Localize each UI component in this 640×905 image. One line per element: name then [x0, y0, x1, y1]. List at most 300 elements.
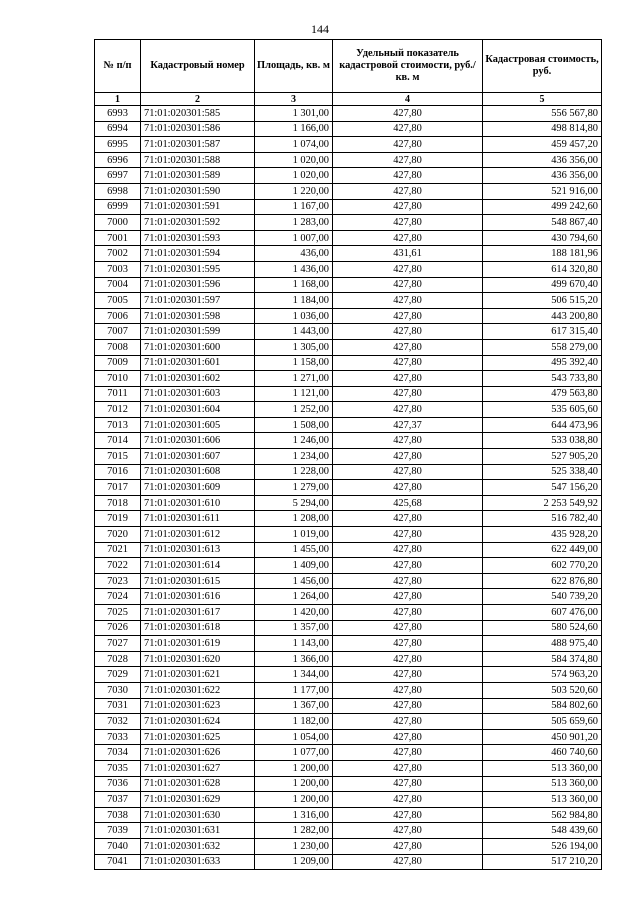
cadastral-number-cell: 71:01:020301:587 — [141, 137, 255, 153]
column-number: 4 — [333, 93, 483, 106]
cadastral-cost-cell: 436 356,00 — [483, 152, 602, 168]
cadastral-cost-cell: 574 963,20 — [483, 667, 602, 683]
area-cell: 1 279,00 — [255, 480, 333, 496]
unit-rate-cell: 427,80 — [333, 823, 483, 839]
table-row — [95, 417, 602, 433]
unit-rate-cell: 427,80 — [333, 698, 483, 714]
area-cell: 1 020,00 — [255, 152, 333, 168]
column-number: 2 — [141, 93, 255, 106]
table-header-row — [95, 40, 602, 93]
cadastral-cost-cell: 436 356,00 — [483, 168, 602, 184]
cadastre-table — [94, 39, 602, 870]
cadastral-cost-cell: 584 802,60 — [483, 698, 602, 714]
unit-rate-cell: 427,80 — [333, 168, 483, 184]
table-row — [95, 215, 602, 231]
unit-rate-cell: 427,80 — [333, 371, 483, 387]
unit-rate-cell: 427,80 — [333, 355, 483, 371]
unit-rate-cell: 427,80 — [333, 230, 483, 246]
unit-rate-cell: 431,61 — [333, 246, 483, 262]
row-number-cell: 7025 — [95, 605, 141, 621]
cadastral-number-cell: 71:01:020301:628 — [141, 776, 255, 792]
table-row — [95, 714, 602, 730]
cadastral-cost-cell: 450 901,20 — [483, 729, 602, 745]
cadastral-number-cell: 71:01:020301:624 — [141, 714, 255, 730]
unit-rate-cell: 427,80 — [333, 277, 483, 293]
unit-rate-cell: 427,80 — [333, 199, 483, 215]
unit-rate-cell: 427,80 — [333, 729, 483, 745]
area-cell: 1 167,00 — [255, 199, 333, 215]
unit-rate-cell: 427,80 — [333, 152, 483, 168]
cadastral-cost-cell: 543 733,80 — [483, 371, 602, 387]
cadastral-cost-cell: 506 515,20 — [483, 293, 602, 309]
table-row — [95, 838, 602, 854]
table-row — [95, 277, 602, 293]
unit-rate-cell: 427,80 — [333, 527, 483, 543]
row-number-cell: 7007 — [95, 324, 141, 340]
table-row — [95, 776, 602, 792]
area-cell: 1 168,00 — [255, 277, 333, 293]
table-row — [95, 152, 602, 168]
cadastral-number-cell: 71:01:020301:631 — [141, 823, 255, 839]
area-cell: 1 020,00 — [255, 168, 333, 184]
cadastral-number-cell: 71:01:020301:594 — [141, 246, 255, 262]
area-cell: 1 230,00 — [255, 838, 333, 854]
area-cell: 1 455,00 — [255, 542, 333, 558]
cadastral-number-cell: 71:01:020301:610 — [141, 495, 255, 511]
cadastral-number-cell: 71:01:020301:627 — [141, 760, 255, 776]
unit-rate-cell: 427,80 — [333, 261, 483, 277]
table-row — [95, 807, 602, 823]
area-cell: 1 508,00 — [255, 417, 333, 433]
unit-rate-cell: 427,80 — [333, 542, 483, 558]
table-row — [95, 324, 602, 340]
cadastral-cost-cell: 516 782,40 — [483, 511, 602, 527]
unit-rate-cell: 427,80 — [333, 106, 483, 122]
row-number-cell: 7035 — [95, 760, 141, 776]
cadastral-cost-cell: 513 360,00 — [483, 792, 602, 808]
row-number-cell: 7014 — [95, 433, 141, 449]
cadastral-number-cell: 71:01:020301:605 — [141, 417, 255, 433]
unit-rate-cell: 427,80 — [333, 464, 483, 480]
cadastral-number-cell: 71:01:020301:590 — [141, 183, 255, 199]
cadastral-number-cell: 71:01:020301:620 — [141, 651, 255, 667]
unit-rate-cell: 427,80 — [333, 620, 483, 636]
row-number-cell: 7029 — [95, 667, 141, 683]
area-cell: 1 246,00 — [255, 433, 333, 449]
row-number-cell: 7040 — [95, 838, 141, 854]
table-row — [95, 605, 602, 621]
table-row — [95, 542, 602, 558]
cadastral-number-cell: 71:01:020301:611 — [141, 511, 255, 527]
row-number-cell: 7037 — [95, 792, 141, 808]
column-numbers-row — [95, 93, 602, 106]
cadastral-number-cell: 71:01:020301:606 — [141, 433, 255, 449]
table-row — [95, 480, 602, 496]
table-row — [95, 449, 602, 465]
unit-rate-cell: 427,80 — [333, 449, 483, 465]
area-cell: 1 420,00 — [255, 605, 333, 621]
cadastral-number-cell: 71:01:020301:603 — [141, 386, 255, 402]
cadastral-cost-cell: 443 200,80 — [483, 308, 602, 324]
row-number-cell: 7019 — [95, 511, 141, 527]
header-cadastral-cost: Кадастровая стоимость, руб. — [483, 40, 602, 93]
area-cell: 1 200,00 — [255, 760, 333, 776]
cadastral-number-cell: 71:01:020301:633 — [141, 854, 255, 870]
table-row — [95, 589, 602, 605]
area-cell: 1 357,00 — [255, 620, 333, 636]
header-cadastral-number: Кадастровый номер — [141, 40, 255, 93]
cadastral-cost-cell: 479 563,80 — [483, 386, 602, 402]
unit-rate-cell: 427,80 — [333, 667, 483, 683]
unit-rate-cell: 427,80 — [333, 511, 483, 527]
cadastral-cost-cell: 540 739,20 — [483, 589, 602, 605]
cadastral-number-cell: 71:01:020301:614 — [141, 558, 255, 574]
row-number-cell: 7000 — [95, 215, 141, 231]
row-number-cell: 7015 — [95, 449, 141, 465]
row-number-cell: 7038 — [95, 807, 141, 823]
area-cell: 1 143,00 — [255, 636, 333, 652]
area-cell: 1 252,00 — [255, 402, 333, 418]
area-cell: 1 456,00 — [255, 573, 333, 589]
area-cell: 1 208,00 — [255, 511, 333, 527]
unit-rate-cell: 427,80 — [333, 324, 483, 340]
table-row — [95, 355, 602, 371]
cadastral-cost-cell: 607 476,00 — [483, 605, 602, 621]
area-cell: 1 228,00 — [255, 464, 333, 480]
unit-rate-cell: 427,80 — [333, 776, 483, 792]
page-number: 144 — [311, 22, 329, 36]
table-row — [95, 339, 602, 355]
cadastral-number-cell: 71:01:020301:600 — [141, 339, 255, 355]
row-number-cell: 7002 — [95, 246, 141, 262]
row-number-cell: 7016 — [95, 464, 141, 480]
cadastral-number-cell: 71:01:020301:630 — [141, 807, 255, 823]
row-number-cell: 7031 — [95, 698, 141, 714]
cadastral-number-cell: 71:01:020301:592 — [141, 215, 255, 231]
cadastral-cost-cell: 435 928,20 — [483, 527, 602, 543]
unit-rate-cell: 427,80 — [333, 838, 483, 854]
cadastral-cost-cell: 617 315,40 — [483, 324, 602, 340]
unit-rate-cell: 427,80 — [333, 636, 483, 652]
table-row — [95, 527, 602, 543]
area-cell: 1 177,00 — [255, 682, 333, 698]
unit-rate-cell: 427,37 — [333, 417, 483, 433]
area-cell: 1 184,00 — [255, 293, 333, 309]
table-row — [95, 745, 602, 761]
table-row — [95, 760, 602, 776]
cadastral-cost-cell: 547 156,20 — [483, 480, 602, 496]
column-number: 5 — [483, 93, 602, 106]
cadastral-number-cell: 71:01:020301:585 — [141, 106, 255, 122]
area-cell: 1 305,00 — [255, 339, 333, 355]
unit-rate-cell: 425,68 — [333, 495, 483, 511]
unit-rate-cell: 427,80 — [333, 714, 483, 730]
unit-rate-cell: 427,80 — [333, 682, 483, 698]
table-row — [95, 199, 602, 215]
row-number-cell: 7041 — [95, 854, 141, 870]
unit-rate-cell: 427,80 — [333, 792, 483, 808]
unit-rate-cell: 427,80 — [333, 308, 483, 324]
cadastral-number-cell: 71:01:020301:617 — [141, 605, 255, 621]
cadastral-number-cell: 71:01:020301:616 — [141, 589, 255, 605]
row-number-cell: 7012 — [95, 402, 141, 418]
area-cell: 1 282,00 — [255, 823, 333, 839]
row-number-cell: 7026 — [95, 620, 141, 636]
cadastral-number-cell: 71:01:020301:595 — [141, 261, 255, 277]
cadastral-number-cell: 71:01:020301:599 — [141, 324, 255, 340]
cadastral-number-cell: 71:01:020301:604 — [141, 402, 255, 418]
cadastral-number-cell: 71:01:020301:591 — [141, 199, 255, 215]
table-row — [95, 698, 602, 714]
area-cell: 1 409,00 — [255, 558, 333, 574]
cadastral-number-cell: 71:01:020301:607 — [141, 449, 255, 465]
unit-rate-cell: 427,80 — [333, 121, 483, 137]
area-cell: 1 200,00 — [255, 776, 333, 792]
unit-rate-cell: 427,80 — [333, 760, 483, 776]
cadastral-cost-cell: 495 392,40 — [483, 355, 602, 371]
area-cell: 436,00 — [255, 246, 333, 262]
table-row — [95, 371, 602, 387]
area-cell: 1 007,00 — [255, 230, 333, 246]
unit-rate-cell: 427,80 — [333, 573, 483, 589]
row-number-cell: 6997 — [95, 168, 141, 184]
area-cell: 1 316,00 — [255, 807, 333, 823]
row-number-cell: 7018 — [95, 495, 141, 511]
cadastral-cost-cell: 535 605,60 — [483, 402, 602, 418]
table-row — [95, 183, 602, 199]
table-row — [95, 636, 602, 652]
cadastral-number-cell: 71:01:020301:625 — [141, 729, 255, 745]
unit-rate-cell: 427,80 — [333, 651, 483, 667]
cadastral-cost-cell: 558 279,00 — [483, 339, 602, 355]
cadastral-number-cell: 71:01:020301:629 — [141, 792, 255, 808]
cadastral-number-cell: 71:01:020301:588 — [141, 152, 255, 168]
table-row — [95, 620, 602, 636]
table-row — [95, 433, 602, 449]
cadastral-number-cell: 71:01:020301:615 — [141, 573, 255, 589]
unit-rate-cell: 427,80 — [333, 183, 483, 199]
cadastral-number-cell: 71:01:020301:608 — [141, 464, 255, 480]
table-row — [95, 573, 602, 589]
row-number-cell: 7021 — [95, 542, 141, 558]
cadastral-cost-cell: 548 867,40 — [483, 215, 602, 231]
row-number-cell: 7001 — [95, 230, 141, 246]
unit-rate-cell: 427,80 — [333, 745, 483, 761]
area-cell: 1 209,00 — [255, 854, 333, 870]
table-row — [95, 121, 602, 137]
area-cell: 1 220,00 — [255, 183, 333, 199]
row-number-cell: 7028 — [95, 651, 141, 667]
cadastral-cost-cell: 614 320,80 — [483, 261, 602, 277]
row-number-cell: 6993 — [95, 106, 141, 122]
area-cell: 1 271,00 — [255, 371, 333, 387]
cadastral-number-cell: 71:01:020301:626 — [141, 745, 255, 761]
cadastral-cost-cell: 548 439,60 — [483, 823, 602, 839]
area-cell: 1 301,00 — [255, 106, 333, 122]
area-cell: 1 166,00 — [255, 121, 333, 137]
row-number-cell: 6998 — [95, 183, 141, 199]
table-row — [95, 682, 602, 698]
table-row — [95, 854, 602, 870]
cadastral-cost-cell: 188 181,96 — [483, 246, 602, 262]
cadastral-cost-cell: 622 449,00 — [483, 542, 602, 558]
cadastral-cost-cell: 527 905,20 — [483, 449, 602, 465]
cadastral-cost-cell: 521 916,00 — [483, 183, 602, 199]
cadastral-number-cell: 71:01:020301:619 — [141, 636, 255, 652]
area-cell: 1 074,00 — [255, 137, 333, 153]
cadastral-number-cell: 71:01:020301:602 — [141, 371, 255, 387]
area-cell: 1 443,00 — [255, 324, 333, 340]
cadastral-number-cell: 71:01:020301:598 — [141, 308, 255, 324]
cadastral-number-cell: 71:01:020301:609 — [141, 480, 255, 496]
unit-rate-cell: 427,80 — [333, 589, 483, 605]
table-row — [95, 386, 602, 402]
unit-rate-cell: 427,80 — [333, 558, 483, 574]
header-area: Площадь, кв. м — [255, 40, 333, 93]
cadastral-cost-cell: 503 520,60 — [483, 682, 602, 698]
area-cell: 1 200,00 — [255, 792, 333, 808]
cadastral-number-cell: 71:01:020301:586 — [141, 121, 255, 137]
cadastral-cost-cell: 499 670,40 — [483, 277, 602, 293]
area-cell: 1 366,00 — [255, 651, 333, 667]
table-row — [95, 667, 602, 683]
cadastral-cost-cell: 505 659,60 — [483, 714, 602, 730]
area-cell: 5 294,00 — [255, 495, 333, 511]
table-row — [95, 308, 602, 324]
header-unit-rate: Удельный показатель кадастровой стоимости, руб./кв. м — [333, 40, 483, 93]
cadastral-cost-cell: 460 740,60 — [483, 745, 602, 761]
cadastral-cost-cell: 526 194,00 — [483, 838, 602, 854]
cadastral-cost-cell: 499 242,60 — [483, 199, 602, 215]
cadastral-number-cell: 71:01:020301:593 — [141, 230, 255, 246]
unit-rate-cell: 427,80 — [333, 339, 483, 355]
row-number-cell: 7008 — [95, 339, 141, 355]
area-cell: 1 158,00 — [255, 355, 333, 371]
table-row — [95, 261, 602, 277]
unit-rate-cell: 427,80 — [333, 386, 483, 402]
cadastral-number-cell: 71:01:020301:632 — [141, 838, 255, 854]
table-row — [95, 651, 602, 667]
row-number-cell: 6995 — [95, 137, 141, 153]
table-row — [95, 495, 602, 511]
row-number-cell: 7009 — [95, 355, 141, 371]
row-number-cell: 7017 — [95, 480, 141, 496]
table-row — [95, 464, 602, 480]
cadastral-number-cell: 71:01:020301:596 — [141, 277, 255, 293]
table-row — [95, 511, 602, 527]
unit-rate-cell: 427,80 — [333, 807, 483, 823]
unit-rate-cell: 427,80 — [333, 480, 483, 496]
table-row — [95, 823, 602, 839]
row-number-cell: 7034 — [95, 745, 141, 761]
row-number-cell: 7032 — [95, 714, 141, 730]
area-cell: 1 019,00 — [255, 527, 333, 543]
table-row — [95, 558, 602, 574]
table-row — [95, 792, 602, 808]
row-number-cell: 7024 — [95, 589, 141, 605]
row-number-cell: 6994 — [95, 121, 141, 137]
cadastral-cost-cell: 533 038,80 — [483, 433, 602, 449]
row-number-cell: 6996 — [95, 152, 141, 168]
cadastral-cost-cell: 488 975,40 — [483, 636, 602, 652]
table-row — [95, 246, 602, 262]
table-row — [95, 402, 602, 418]
header-row-number: № п/п — [95, 40, 141, 93]
column-number: 3 — [255, 93, 333, 106]
unit-rate-cell: 427,80 — [333, 293, 483, 309]
cadastral-cost-cell: 584 374,80 — [483, 651, 602, 667]
cadastral-number-cell: 71:01:020301:613 — [141, 542, 255, 558]
row-number-cell: 7033 — [95, 729, 141, 745]
cadastral-cost-cell: 513 360,00 — [483, 776, 602, 792]
area-cell: 1 283,00 — [255, 215, 333, 231]
table-row — [95, 293, 602, 309]
cadastral-cost-cell: 644 473,96 — [483, 417, 602, 433]
cadastral-number-cell: 71:01:020301:618 — [141, 620, 255, 636]
area-cell: 1 234,00 — [255, 449, 333, 465]
cadastral-cost-cell: 622 876,80 — [483, 573, 602, 589]
cadastral-number-cell: 71:01:020301:623 — [141, 698, 255, 714]
unit-rate-cell: 427,80 — [333, 137, 483, 153]
area-cell: 1 182,00 — [255, 714, 333, 730]
cadastral-number-cell: 71:01:020301:601 — [141, 355, 255, 371]
cadastral-number-cell: 71:01:020301:597 — [141, 293, 255, 309]
unit-rate-cell: 427,80 — [333, 433, 483, 449]
row-number-cell: 7036 — [95, 776, 141, 792]
area-cell: 1 077,00 — [255, 745, 333, 761]
cadastral-cost-cell: 430 794,60 — [483, 230, 602, 246]
area-cell: 1 036,00 — [255, 308, 333, 324]
row-number-cell: 7013 — [95, 417, 141, 433]
cadastral-cost-cell: 2 253 549,92 — [483, 495, 602, 511]
table-row — [95, 168, 602, 184]
cadastral-cost-cell: 556 567,80 — [483, 106, 602, 122]
unit-rate-cell: 427,80 — [333, 215, 483, 231]
area-cell: 1 436,00 — [255, 261, 333, 277]
cadastral-cost-cell: 513 360,00 — [483, 760, 602, 776]
cadastral-cost-cell: 562 984,80 — [483, 807, 602, 823]
row-number-cell: 7006 — [95, 308, 141, 324]
row-number-cell: 7030 — [95, 682, 141, 698]
row-number-cell: 7039 — [95, 823, 141, 839]
area-cell: 1 264,00 — [255, 589, 333, 605]
row-number-cell: 7027 — [95, 636, 141, 652]
row-number-cell: 7010 — [95, 371, 141, 387]
table-row — [95, 729, 602, 745]
cadastral-cost-cell: 525 338,40 — [483, 464, 602, 480]
cadastral-number-cell: 71:01:020301:589 — [141, 168, 255, 184]
table-row — [95, 106, 602, 122]
row-number-cell: 7020 — [95, 527, 141, 543]
area-cell: 1 367,00 — [255, 698, 333, 714]
row-number-cell: 7023 — [95, 573, 141, 589]
area-cell: 1 054,00 — [255, 729, 333, 745]
row-number-cell: 6999 — [95, 199, 141, 215]
row-number-cell: 7005 — [95, 293, 141, 309]
cadastral-cost-cell: 498 814,80 — [483, 121, 602, 137]
row-number-cell: 7022 — [95, 558, 141, 574]
row-number-cell: 7003 — [95, 261, 141, 277]
cadastral-cost-cell: 459 457,20 — [483, 137, 602, 153]
cadastral-cost-cell: 602 770,20 — [483, 558, 602, 574]
unit-rate-cell: 427,80 — [333, 402, 483, 418]
row-number-cell: 7011 — [95, 386, 141, 402]
unit-rate-cell: 427,80 — [333, 854, 483, 870]
area-cell: 1 344,00 — [255, 667, 333, 683]
cadastral-number-cell: 71:01:020301:622 — [141, 682, 255, 698]
cadastral-number-cell: 71:01:020301:621 — [141, 667, 255, 683]
table-row — [95, 230, 602, 246]
